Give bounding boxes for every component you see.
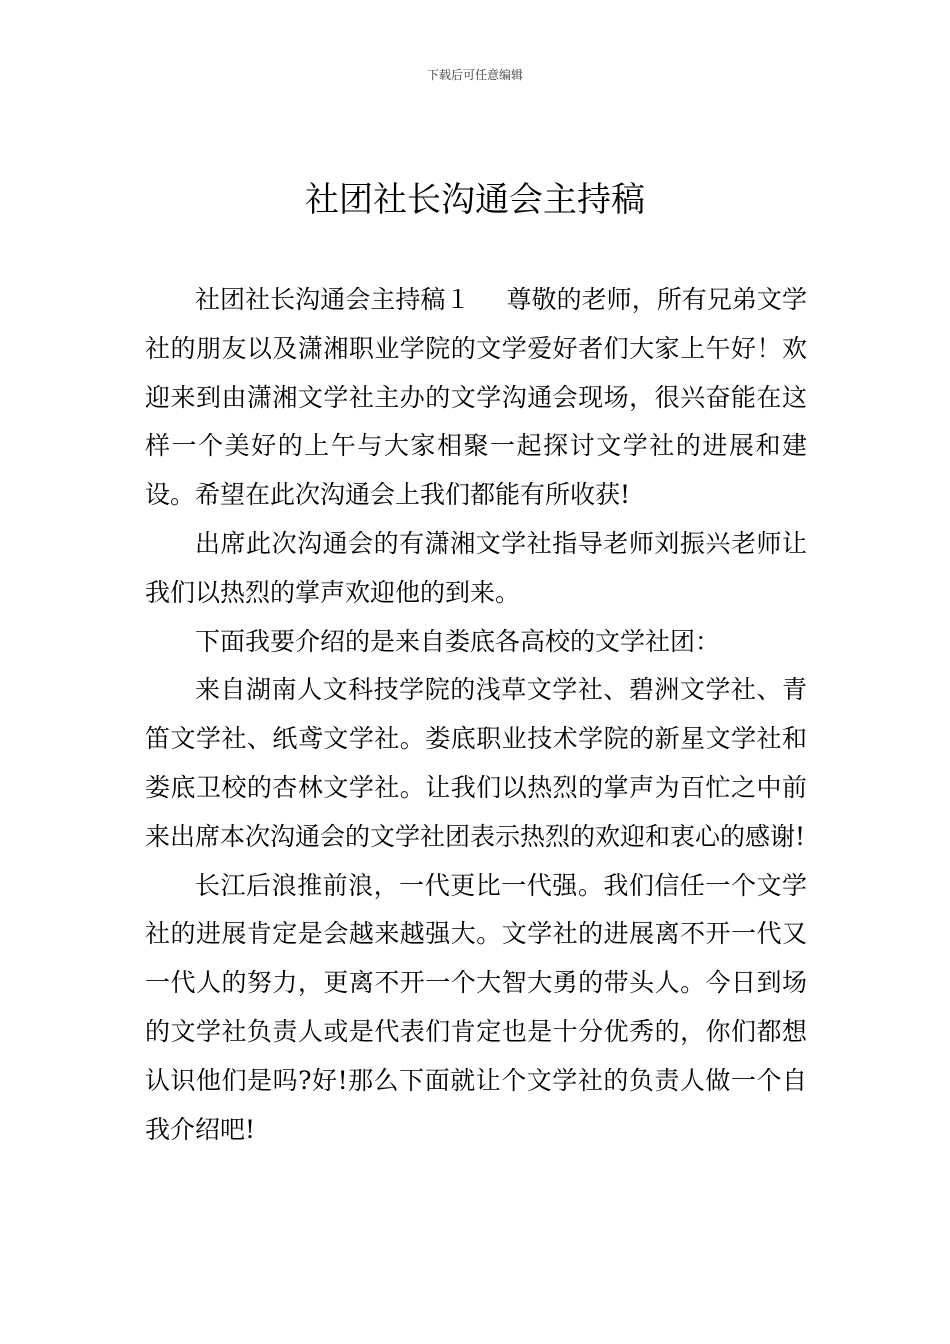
document-body (145, 276, 807, 1154)
paragraph-2: 出席此次沟通会的有潇湘文学社指导老师刘振兴老师让我们以热烈的掌声欢迎他的到来。 (145, 528, 807, 607)
paragraph-3: 下面我要介绍的是来自娄底各高校的文学社团： (195, 626, 721, 656)
paragraph-1 (145, 276, 807, 520)
document-title: 社团社长沟通会主持稿 (305, 180, 645, 220)
paragraph-4: 来自湖南人文科技学院的浅草文学社、碧洲文学社、青笛文学社、纸鸢文学社。娄底职业技术学院的新星文学社和娄底卫校的杏林文学社。让我们以热烈的掌声为百忙之中前来出席本次沟通会的文学社团表示热烈的欢迎和衷心的感谢! (145, 675, 807, 851)
paragraph-1-text: 尊敬的老师，所有兄弟文学社的朋友以及潇湘职业学院的文学爱好者们大家上午好！欢迎来到由潇湘文学社主办的文学沟通会现场，很兴奋能在这样一个美好的上午与大家相聚一起探讨文学社的进展和建设。希望在此次沟通会上我们都能有所收获! (145, 285, 807, 510)
paragraph-1-lead: 社团社长沟通会主持稿１ (195, 285, 471, 314)
page-header-note: 下载后可任意编辑 (426, 68, 523, 82)
paragraph-5: 长江后浪推前浪，一代更比一代强。我们信任一个文学社的进展肯定是会越来越强大。文学社的进展离不开一代又一代人的努力，更离不开一个大智大勇的带头人。今日到场的文学社负责人或是代表们肯定也是十分优秀的，你们都想认识他们是吗?好!那么下面就让个文学社的负责人做一个自我介绍吧! (145, 870, 807, 1144)
